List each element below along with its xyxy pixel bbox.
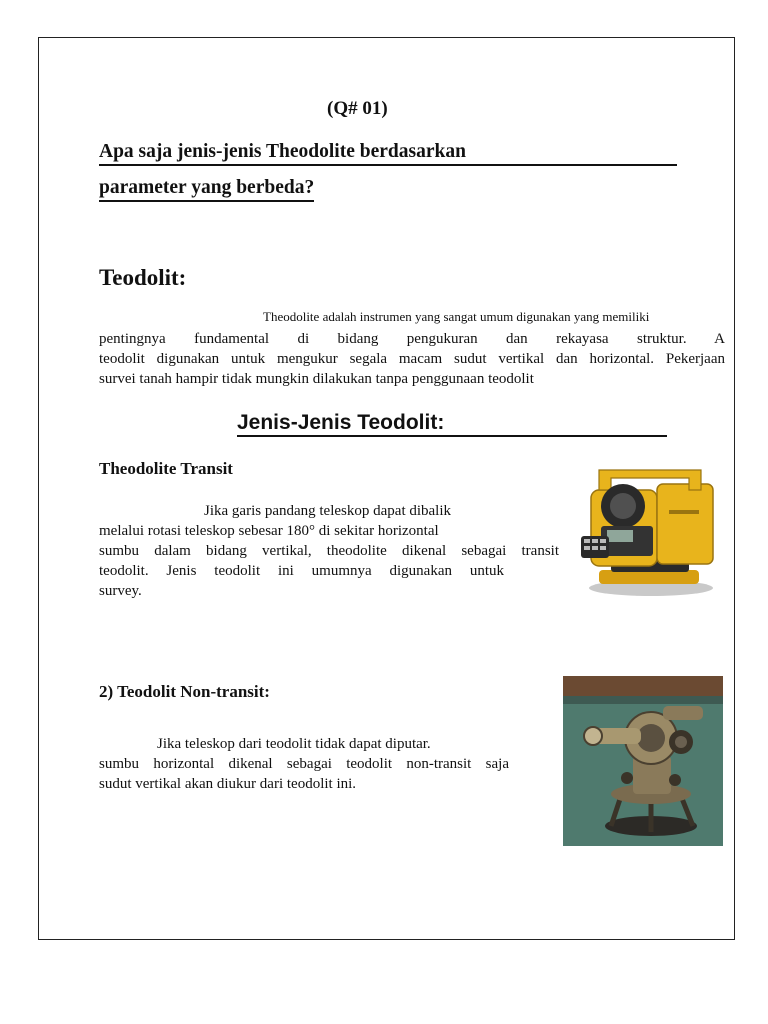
question-line-1: Apa saja jenis-jenis Theodolite berdasarkan [99, 141, 677, 166]
document-page [38, 37, 735, 940]
intro-line-4: survei tanah hampir tidak mungkin dilakukan tanpa penggunaan teodolit [99, 371, 534, 387]
non-transit-title: 2) Teodolit Non-transit: [99, 682, 270, 701]
non-transit-theodolite-image [563, 676, 723, 846]
non-transit-line-1: Jika teleskop dari teodolit tidak dapat diputar. [157, 736, 431, 752]
types-title: Jenis-Jenis Teodolit: [237, 411, 667, 437]
intro-line-1: Theodolite adalah instrumen yang sangat umum digunakan yang memiliki [263, 309, 650, 324]
non-transit-line-3: sudut vertikal akan diukur dari teodolit ini. [99, 776, 357, 792]
transit-theodolite-image [561, 460, 731, 600]
intro-line-3: teodolit digunakan untuk mengukur segala macam sudut vertikal dan horizontal. Pekerjaan [99, 351, 725, 367]
non-transit-paragraph [99, 734, 509, 794]
transit-line-5: survey. [99, 583, 142, 599]
transit-title: Theodolite Transit [99, 459, 233, 478]
transit-line-4: teodolit. Jenis teodolit ini umumnya digunakan untuk [99, 563, 504, 579]
transit-line-2: melalui rotasi teleskop sebesar 180° di sekitar horizontal [99, 523, 439, 539]
transit-line-1: Jika garis pandang teleskop dapat dibalik [204, 503, 452, 519]
intro-paragraph [99, 329, 725, 389]
question-line-2: parameter yang berbeda? [99, 177, 314, 202]
intro-line-2: pentingnya fundamental di bidang pengukuran dan rekayasa struktur. A [99, 331, 725, 347]
transit-paragraph [99, 501, 559, 601]
question-number: (Q# 01) [327, 98, 388, 119]
non-transit-line-2: sumbu horizontal dikenal sebagai teodolit non-transit saja [99, 756, 509, 772]
transit-line-3: sumbu dalam bidang vertikal, theodolite dikenal sebagai transit [99, 543, 559, 559]
section-title: Teodolit: [99, 265, 187, 290]
